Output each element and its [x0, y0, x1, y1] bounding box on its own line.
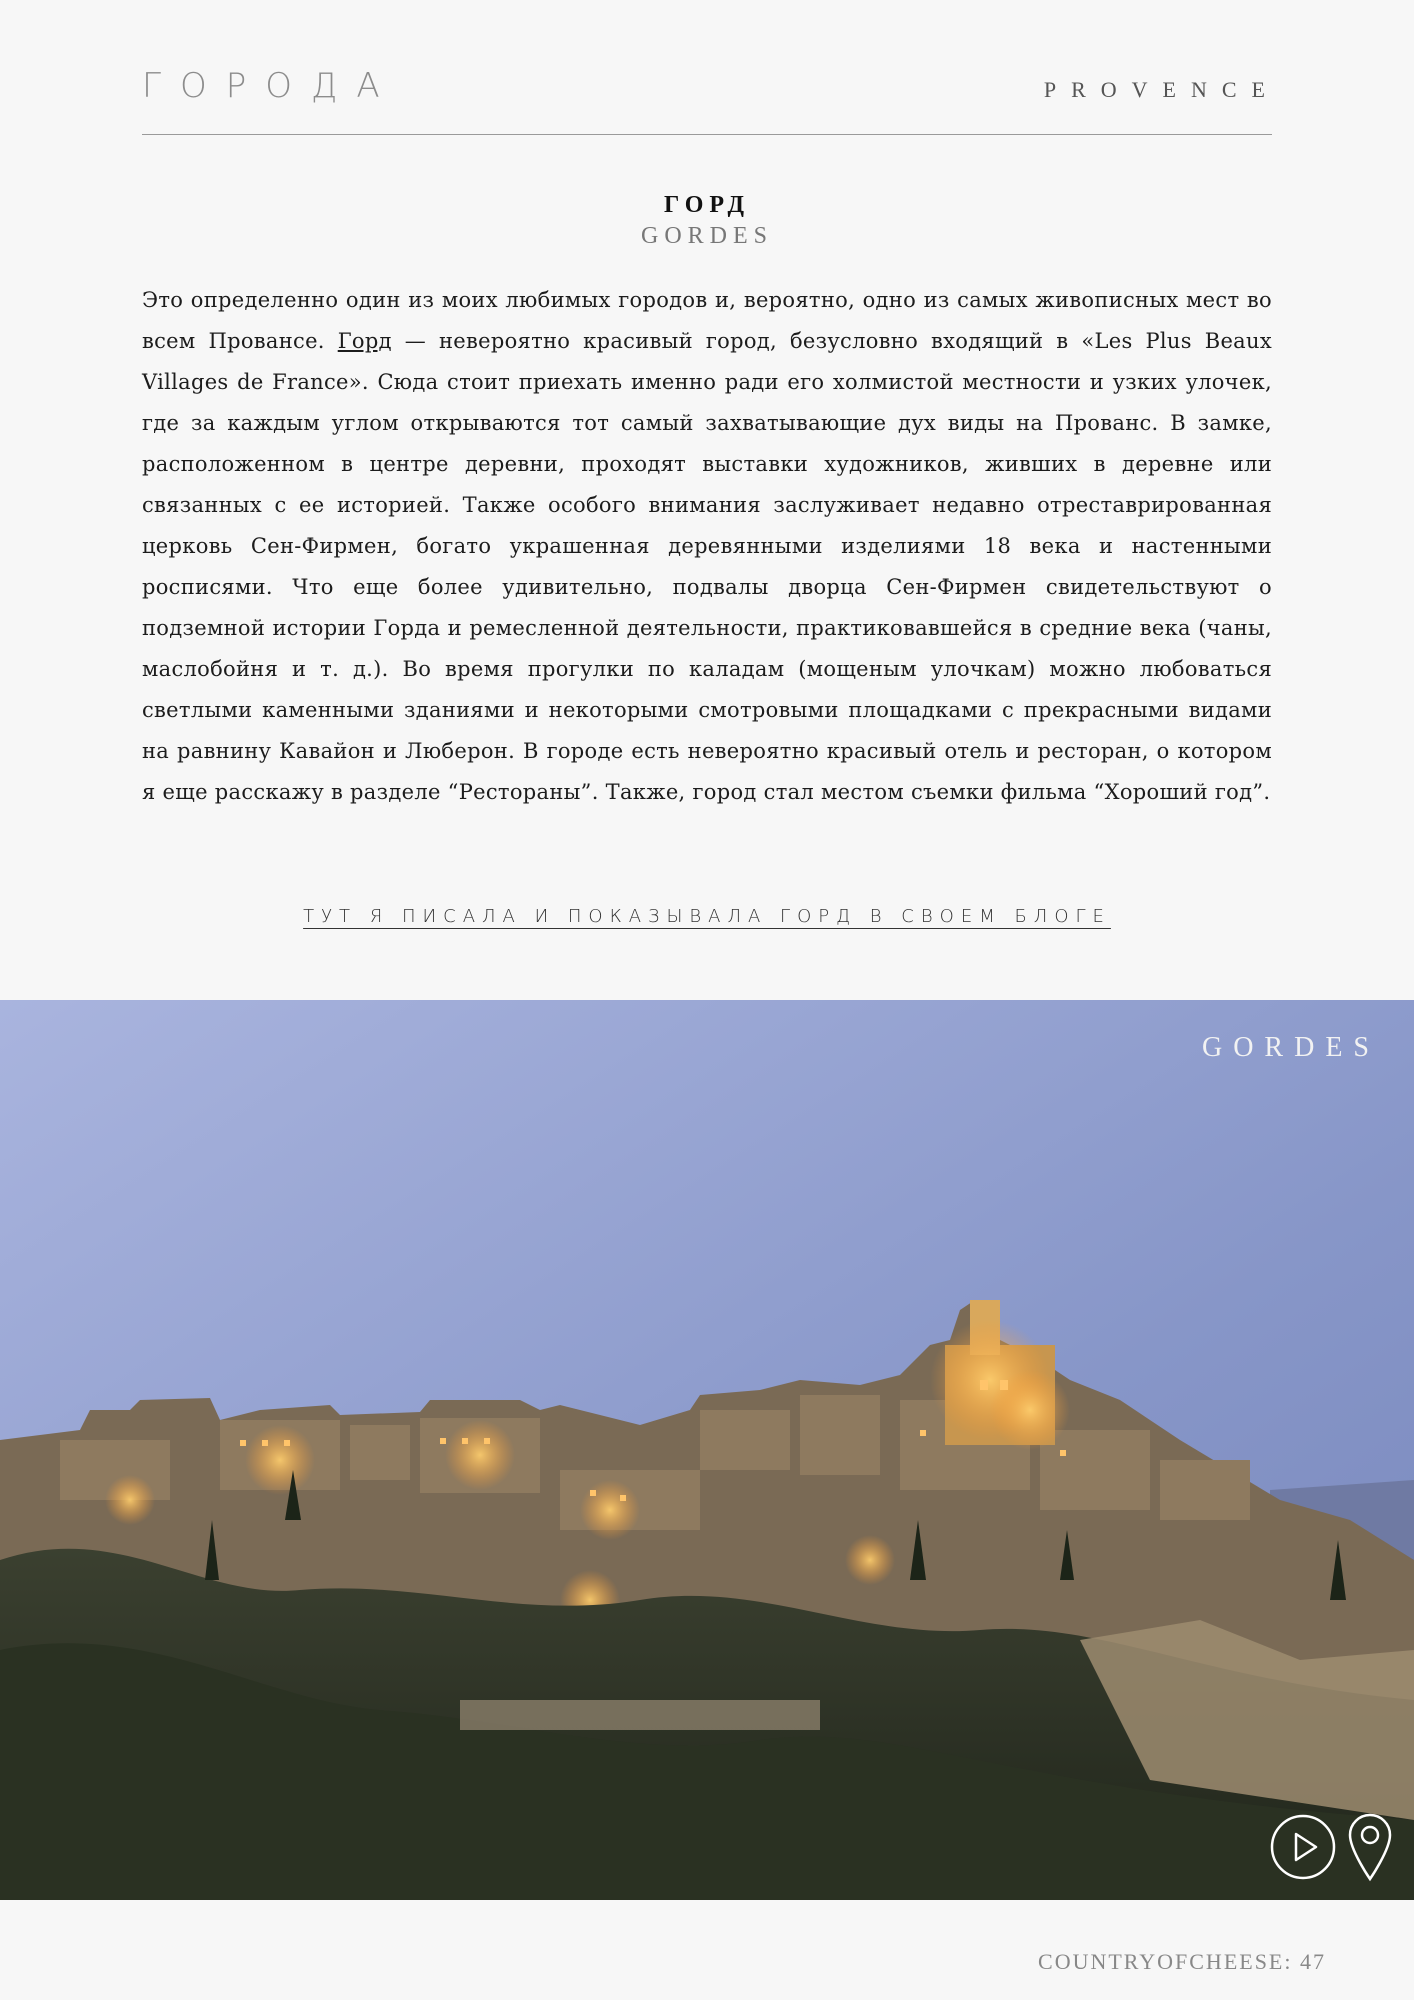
- article-text: [142, 280, 1272, 813]
- town-name-ru: ГОРД: [664, 192, 750, 218]
- page-number: COUNTRYOFCHEESE: 47: [1038, 1949, 1326, 1974]
- article-text-part-1: Это определенно один из моих любимых городов и, вероятно, одно из самых живописных мест во всем Провансе.: [142, 288, 1272, 353]
- photo-caption: GORDES: [1201, 1032, 1380, 1063]
- blog-link[interactable]: ТУТ Я ПИСАЛА И ПОКАЗЫВАЛА ГОРД В СВОЕМ БЛОГЕ: [303, 906, 1111, 927]
- article-text-part-2: — невероятно красивый город, безусловно входящий в «Les Plus Beaux Villages de France». Сюда стоит приехать именно ради его холмистой местности и узких улочек, где за каждым углом открываются тот самый захватывающие дух виды на Прованс. В замке, расположенном в центре деревни, проходят выставки художников, живших в деревне или связанных с ее историей. Также особого внимания заслуживает недавно отреставрированная церковь Сен-Фирмен, богато украшенная деревянными изделиями 18 века и настенными росписями. Что еще более удивительно, подвалы дворца Сен-Фирмен свидетельствуют о подземной истории Горда и ремесленной деятельности, практиковавшейся в средние века (чаны, маслобойня и т. д.). Во время прогулки по каладам (мощеным улочкам) можно любоваться светлыми каменными зданиями и некоторыми смотровыми площадками с прекрасными видами на равнину Кавайон и Люберон. В городе есть невероятно красивый отель и ресторан, о котором я еще расскажу в разделе “Рестораны”. Также, город стал местом съемки фильма “Хороший год”.: [142, 329, 1272, 804]
- page-header: [142, 60, 1280, 135]
- play-icon[interactable]: [1270, 1814, 1336, 1880]
- gordes-landscape-image: [0, 1000, 1414, 1900]
- gordes-photo: [0, 1000, 1414, 1900]
- region-label: PROVENCE: [1043, 77, 1280, 102]
- section-title: ГОРОДА: [142, 66, 399, 106]
- map-pin-icon[interactable]: [1347, 1812, 1393, 1882]
- gordes-link[interactable]: Горд: [337, 329, 392, 353]
- town-name-fr: GORDES: [640, 223, 773, 249]
